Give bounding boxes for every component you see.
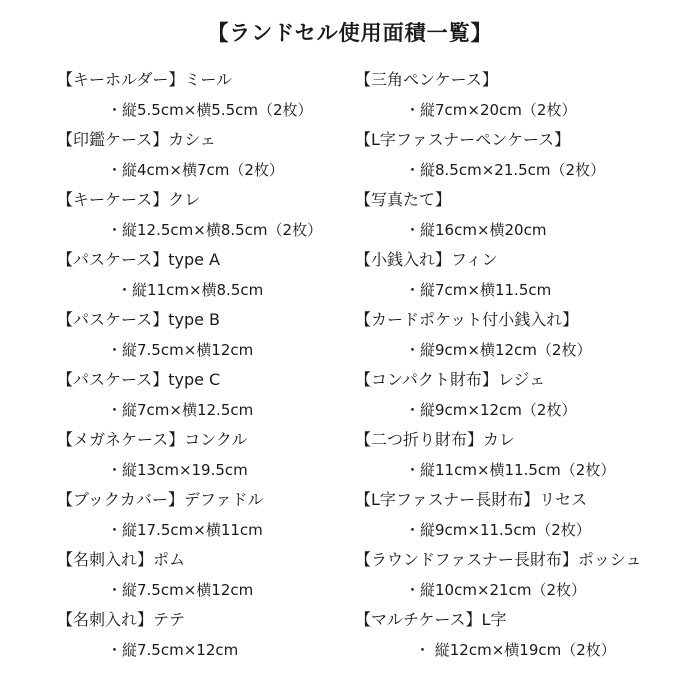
list-item (355, 305, 695, 365)
list-item (57, 65, 347, 125)
item-size: ・縦11cm×横11.5cm（2枚） (405, 461, 616, 479)
list-item (57, 545, 347, 605)
item-name: 【印鑑ケース】カシェ (57, 130, 216, 149)
item-size: ・縦7.5cm×12cm (107, 641, 239, 659)
list-item (57, 125, 347, 185)
right-column (355, 65, 695, 665)
item-size: ・縦16cm×横20cm (405, 221, 547, 239)
item-size: ・縦7.5cm×横12cm (107, 341, 254, 359)
list-item (355, 425, 695, 485)
item-size: ・縦7.5cm×横12cm (107, 581, 254, 599)
item-name: 【パスケース】type B (57, 310, 221, 329)
item-name: 【パスケース】type A (57, 250, 220, 269)
item-name: 【三角ペンケース】 (355, 70, 498, 89)
item-size: ・縦8.5cm×21.5cm（2枚） (405, 161, 606, 179)
list-item (57, 365, 347, 425)
item-name: 【マルチケース】L字 (355, 610, 507, 629)
list-item (57, 305, 347, 365)
list-item (355, 605, 695, 665)
item-size: ・縦7cm×20cm（2枚） (405, 101, 577, 119)
list-item (355, 545, 695, 605)
list-item (57, 605, 347, 665)
item-size: ・縦7cm×横12.5cm (107, 401, 254, 419)
list-item (355, 185, 695, 245)
list-item (57, 185, 347, 245)
list-item (355, 125, 695, 185)
item-size: ・縦11cm×横8.5cm (117, 281, 264, 299)
item-name: 【カードポケット付小銭入れ】 (355, 310, 579, 329)
item-size: ・縦10cm×21cm（2枚） (405, 581, 587, 599)
item-size: ・縦7cm×横11.5cm (405, 281, 552, 299)
list-item (355, 485, 695, 545)
list-item (355, 245, 695, 305)
left-column (57, 65, 347, 665)
item-name: 【ラウンドファスナー長財布】ポッシュ (355, 550, 642, 569)
item-name: 【キーホルダー】ミール (57, 70, 233, 89)
item-size: ・縦13cm×19.5cm (107, 461, 248, 479)
item-size: ・縦4cm×横7cm（2枚） (107, 161, 284, 179)
item-name: 【二つ折り財布】カレ (355, 430, 516, 449)
item-name: 【写真たて】 (355, 190, 452, 209)
page-title: 【ランドセル使用面積一覧】 (207, 21, 493, 45)
item-size: ・縦12.5cm×横8.5cm（2枚） (107, 221, 323, 239)
item-size: ・縦9cm×12cm（2枚） (405, 401, 577, 419)
item-name: 【メガネケース】コンクル (57, 430, 248, 449)
item-name: 【名刺入れ】ポム (57, 550, 186, 569)
item-name: 【パスケース】type C (57, 370, 221, 389)
list-item (355, 365, 695, 425)
item-name: 【名刺入れ】テテ (57, 610, 186, 629)
item-name: 【ブックカバー】デファドル (57, 490, 264, 509)
item-name: 【コンパクト財布】レジェ (355, 370, 546, 389)
item-name: 【L字ファスナーペンケース】 (355, 130, 571, 149)
list-item (57, 425, 347, 485)
item-size: ・縦9cm×横12cm（2枚） (405, 341, 592, 359)
item-name: 【L字ファスナー長財布】リセス (355, 490, 588, 509)
item-size: ・ 縦12cm×横19cm（2枚） (415, 641, 616, 659)
list-item (355, 65, 695, 125)
item-size: ・縦9cm×11.5cm（2枚） (405, 521, 591, 539)
item-name: 【キーケース】クレ (57, 190, 201, 209)
list-item (57, 245, 347, 305)
item-name: 【小銭入れ】フィン (355, 250, 498, 269)
list-item (57, 485, 347, 545)
item-size: ・縦5.5cm×横5.5cm（2枚） (107, 101, 313, 119)
item-size: ・縦17.5cm×横11cm (107, 521, 263, 539)
